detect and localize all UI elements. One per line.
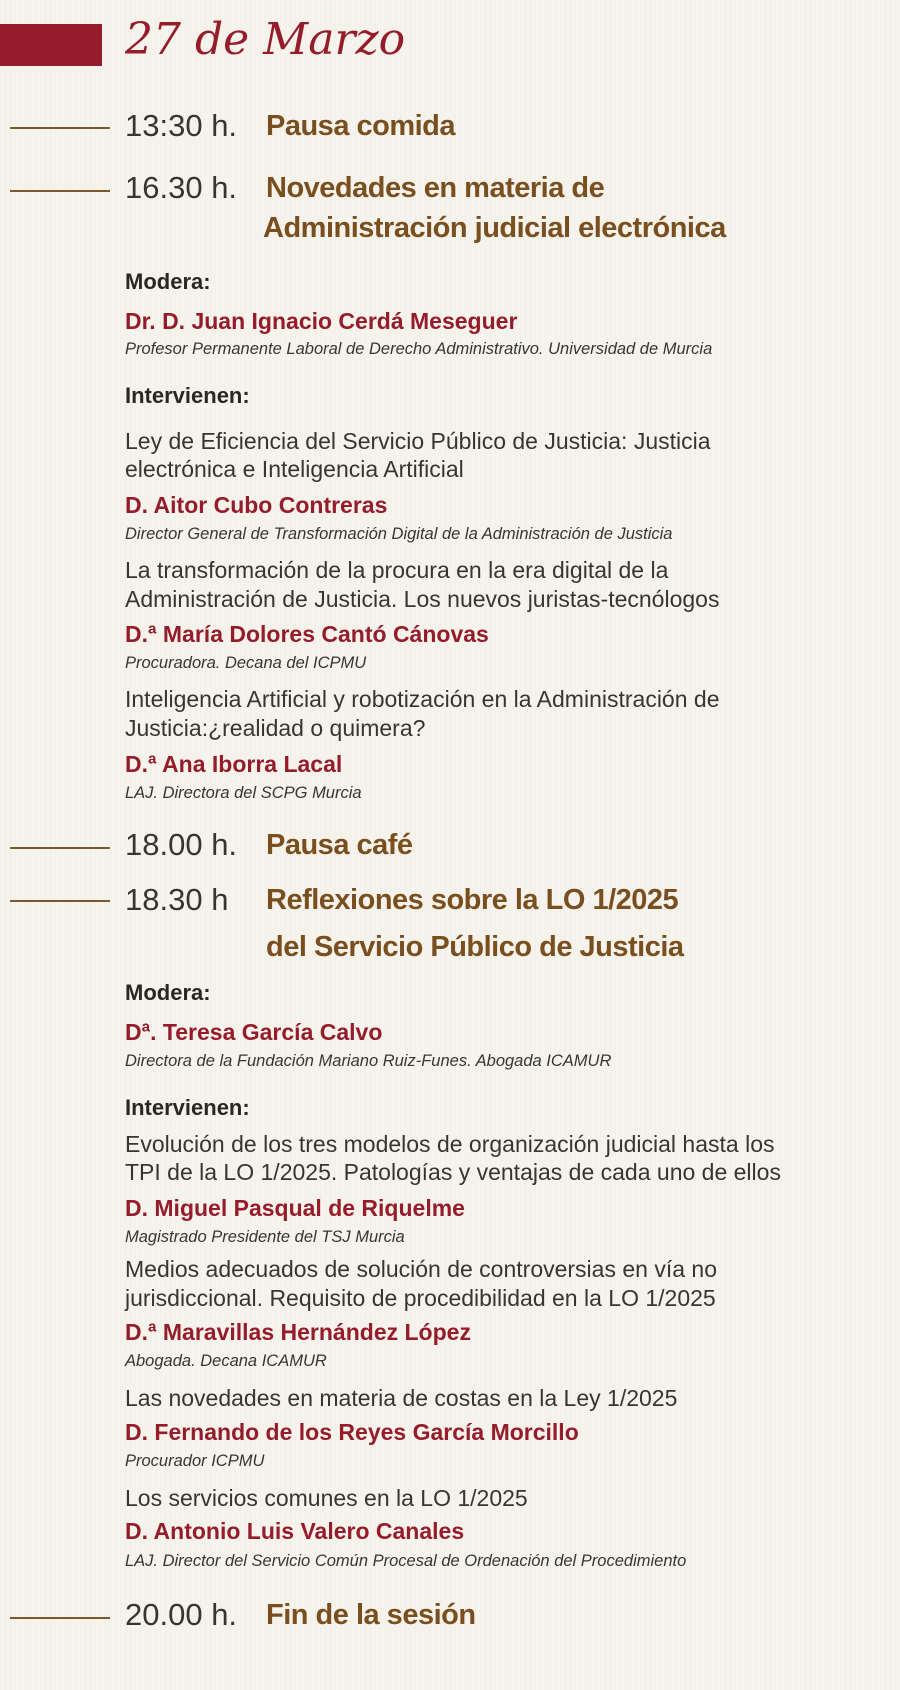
speakers-label: Intervienen: bbox=[125, 383, 250, 408]
speaker-role: Magistrado Presidente del TSJ Murcia bbox=[125, 1228, 405, 1246]
moderator-role: Directora de la Fundación Mariano Ruiz-Funes. Abogada ICAMUR bbox=[125, 1052, 612, 1070]
speaker-name: D.ª Ana Iborra Lacal bbox=[125, 751, 343, 777]
moderator-name: Dª. Teresa García Calvo bbox=[125, 1019, 383, 1045]
talk-title-line2: TPI de la LO 1/2025. Patologías y ventajas de cada uno de ellos bbox=[125, 1159, 781, 1185]
speaker-role: Director General de Transformación Digital de la Administración de Justicia bbox=[125, 525, 673, 543]
talk-title: Los servicios comunes en la LO 1/2025 bbox=[125, 1485, 528, 1511]
moderator-name: Dr. D. Juan Ignacio Cerdá Meseguer bbox=[125, 308, 518, 334]
talk-title-line2: jurisdiccional. Requisito de procedibilidad en la LO 1/2025 bbox=[125, 1285, 716, 1311]
talk-title-line1: Inteligencia Artificial y robotización en la Administración de bbox=[125, 686, 720, 712]
speaker-name: D. Miguel Pasqual de Riquelme bbox=[125, 1195, 465, 1221]
session-time-label: 13:30 h. bbox=[125, 108, 238, 143]
session-title-line2: Administración judicial electrónica bbox=[263, 212, 726, 244]
timeline-rule bbox=[10, 190, 110, 192]
speaker-role: Abogada. Decana ICAMUR bbox=[125, 1352, 327, 1370]
speaker-role: Procuradora. Decana del ICPMU bbox=[125, 654, 367, 672]
speaker-name: D.ª Maravillas Hernández López bbox=[125, 1319, 471, 1345]
timeline-rule bbox=[10, 847, 110, 849]
talk-title-line2: Administración de Justicia. Los nuevos juristas-tecnólogos bbox=[125, 586, 720, 612]
session-title-line2: del Servicio Público de Justicia bbox=[266, 931, 684, 963]
speakers-label: Intervienen: bbox=[125, 1095, 250, 1120]
session-time: 18.00 h. bbox=[125, 827, 238, 862]
talk-title-line1: Ley de Eficiencia del Servicio Público de Justicia: Justicia bbox=[125, 428, 711, 454]
session-time: 16.30 h. bbox=[125, 170, 238, 205]
timeline-rule bbox=[10, 900, 110, 902]
session-time: 18.30 h bbox=[125, 882, 229, 917]
timeline-rule bbox=[10, 127, 110, 129]
session-title: Fin de la sesión bbox=[266, 1599, 476, 1631]
session-title-line1: Reflexiones sobre la LO 1/2025 bbox=[266, 884, 679, 916]
moderator-label: Modera: bbox=[125, 980, 211, 1005]
speaker-name: D.ª María Dolores Cantó Cánovas bbox=[125, 621, 489, 647]
talk-title-line1: Medios adecuados de solución de controversias en vía no bbox=[125, 1256, 717, 1282]
talk-title-line2: Justicia:¿realidad o quimera? bbox=[125, 715, 426, 741]
timeline-rule bbox=[10, 1617, 110, 1619]
session-time: 20.00 h. bbox=[125, 1597, 238, 1632]
talk-title: Las novedades en materia de costas en la Ley 1/2025 bbox=[125, 1385, 678, 1411]
speaker-name: D. Aitor Cubo Contreras bbox=[125, 492, 388, 518]
speaker-name: D. Antonio Luis Valero Canales bbox=[125, 1518, 465, 1544]
session-time bbox=[125, 107, 237, 145]
session-title-line1: Novedades en materia de bbox=[266, 172, 605, 204]
moderator-label: Modera: bbox=[125, 269, 211, 294]
talk-title-line1: Evolución de los tres modelos de organización judicial hasta los bbox=[125, 1131, 775, 1157]
speaker-role: Procurador ICPMU bbox=[125, 1452, 265, 1470]
moderator-role: Profesor Permanente Laboral de Derecho Administrativo. Universidad de Murcia bbox=[125, 340, 713, 358]
session-title: Pausa comida bbox=[266, 110, 456, 142]
date-heading: 27 de Marzo bbox=[125, 14, 406, 65]
talk-title-line1: La transformación de la procura en la era digital de la bbox=[125, 557, 669, 583]
speaker-role: LAJ. Directora del SCPG Murcia bbox=[125, 784, 362, 802]
speaker-name: D. Fernando de los Reyes García Morcillo bbox=[125, 1419, 579, 1445]
session-title: Pausa café bbox=[266, 829, 413, 861]
speaker-role: LAJ. Director del Servicio Común Procesal de Ordenación del Procedimiento bbox=[125, 1552, 687, 1570]
date-accent-bar bbox=[0, 24, 102, 66]
talk-title-line2: electrónica e Inteligencia Artificial bbox=[125, 456, 464, 482]
